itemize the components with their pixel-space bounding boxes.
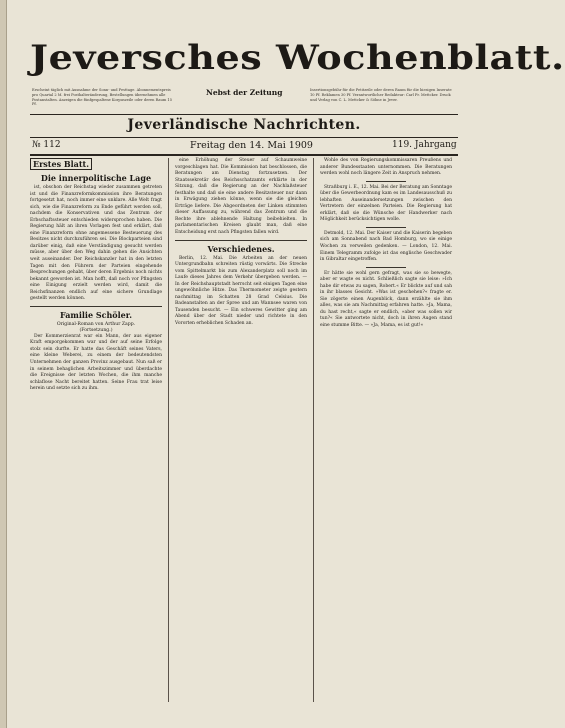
news-body: Berlin, 12. Mai. Die Arbeiten an der neuen Untergrundbahn schreiten rüstig vorwärts. Die Strecke vom Spittelmarkt bis zum Alexanderplatz soll noch im Laufe dieses Jahres dem Verkehr übergeben werden. — In der Reichshauptstadt herrscht seit einigen Tagen eine ungewöhnliche Hitze. Das Thermometer zeigte gestern nachmittag im Schatten 28 Grad Celsius. Die Badeanstalten an der Spree und am Wannsee waren von Tausenden besucht. — Ein schweres Gewitter ging am Abend über der Stadt nieder und richtete in den Vororten erheblichen Schaden an. [175, 255, 307, 327]
article-body: ist, obschon der Reichstag wieder zusammen getreten ist und die Finanzreformkommission ihre Beratungen fortgesetzt hat, noch immer eine unklare. Alle Welt fragt sich, wie die Finanzreform zu Ende geführt werden soll, nachdem die Konservativen und das Zentrum der Erbschaftssteuer entschieden widersprochen haben. Die Regierung hält an ihren Vorlagen fest und erklärt, daß eine Finanzreform ohne angemessene Besteuerung des Besitzes nicht durchzuführen sei. Die Blockparteien sind darüber einig, daß eine Verständigung gesucht werden müsse, aber über den Weg dahin gehen die Ansichten weit auseinander. Der Reichskanzler hat in den letzten Tagen mit den Führern der Parteien eingehende Besprechungen gehabt, über deren Ergebnis noch nichts bekannt geworden ist. Man hofft, daß noch vor Pfingsten eine Einigung erzielt werden wird, damit die Reichsfinanzen endlich auf eine sichere Grundlage gestellt werden können. [30, 185, 162, 302]
serial-title: Familie Schöler. [59, 309, 133, 320]
supplement-note: Nebst der Zeitung [206, 88, 283, 97]
rule-middle [30, 137, 458, 138]
column-3 [320, 158, 452, 702]
column-1 [30, 158, 162, 702]
column-2 [175, 158, 307, 702]
section-label: Erstes Blatt. [30, 158, 92, 170]
news-title: Verschiedenes. [207, 243, 275, 254]
masthead-title: Jeversches Wochenblatt. [30, 38, 565, 78]
article-body: Wohle des von Regierungskommissaren Preußens und anderer Bundesstaaten unternommen. Die Beratungen werden wohl noch längere Zeit in Anspruch nehmen. [320, 158, 452, 177]
column-divider [168, 158, 169, 702]
rule-bottom [30, 154, 458, 156]
article-body: Straßburg i. E., 12. Mai. Bei der Beratung am Sonntage über die Gewerbeordnung kam es im Landesausschuß zu lebhaften Auseinandersetzungen zwischen den Vertretern der einzelnen Parteien. Die Regierung hat erklärt, daß sie die Wünsche der Handwerker nach Möglichkeit berücksichtigen wolle. [320, 184, 452, 223]
serial-continuation: (Fortsetzung.) [79, 327, 113, 333]
article-body: Er hätte sie wohl gern gefragt, was sie so bewegte, aber er wagte es nicht. Schließlich sagte sie leise: »Ich habe dir etwas zu sagen, Robert.« Er blickte auf und sah in ihr blasses Gesicht. »Was ist geschehen?« fragte er. Sie zögerte einen Augenblick, dann erzählte sie ihm alles, was sie am Nachmittag erfahren hatte. »Ja, Mama, du hast recht,« sagte er endlich, »aber was sollen wir tun?« Sie antwortete nicht, doch in ihren Augen stand eine stumme Bitte. — »Ja, Mama, es ist gut!« [320, 270, 452, 329]
article-body: eine Erhöhung der Steuer auf Schaumweine vorgeschlagen hat. Die Kommission hat beschlossen, die Beratungen am Dienstag fortzusetzen. Der Staatssekretär des Reichsschatzamts erklärte in der Sitzung, daß die Regierung an der Nachlaßsteuer festhalte und daß sie eine andere Besitzsteuer nur dann in Erwägung ziehen könne, wenn sie die gleichen Erträge liefere. Die Abgeordneten der Linken stimmten dieser Auffassung zu, während das Zentrum und die Rechte ihre ablehnende Haltung beibehielten. In parlamentarischen Kreisen glaubt man, daß eine Entscheidung erst nach Pfingsten fallen wird. [175, 158, 307, 236]
rule-top [30, 114, 458, 115]
separator-rule [366, 181, 406, 182]
subscription-notice: Erscheint täglich mit Ausnahme der Sonn- und Festtage. Abonnementspreis pro Quartal 2 M. frei Posthalteränderung, Bestellungen übernehmen alle Postanstalten. Anzeigen die fünfgespaltene Korpuszeile oder deren Raum 15 Pf. [32, 88, 172, 107]
separator-rule [366, 227, 406, 228]
column-divider [313, 158, 314, 702]
page-edge [0, 0, 7, 728]
section-rule [30, 306, 162, 307]
article-body: Detmold, 12. Mai. Der Kaiser und die Kaiserin begeben sich am Sonnabend nach Bad Homburg, wo sie einige Wochen zu verweilen gedenken. — London, 12. Mai. Einem Telegramm zufolge ist das englische Geschwader in Gibraltar eingetroffen. [320, 230, 452, 263]
volume-year: 119. Jahrgang [392, 140, 457, 150]
separator-rule [366, 267, 406, 268]
masthead-subtitle: Jeverländische Nachrichten. [127, 117, 361, 133]
serial-subtitle: Original-Roman von Arthur Zapp. [56, 321, 136, 327]
issue-date: Freitag den 14. Mai 1909 [190, 140, 313, 151]
article-title: Die innerpolitische Lage [40, 173, 152, 183]
serial-body: Der Kommerzienrat war ein Mann, der aus eigener Kraft emporgekommen war und der auf seine Erfolge stolz sein durfte. Er hatte das Geschäft seines Vaters, eine kleine Weberei, zu einem der bedeutendsten Unternehmen der ganzen Provinz ausgebaut. Nun saß er in seinem behaglichen Arbeitszimmer und überdachte die Ereignisse der letzten Wochen, die ihm manche schlaflose Nacht bereitet hatten. Seine Frau trat leise herein und setzte sich zu ihm. [30, 333, 162, 392]
insertion-notice: Insertionsgebühr für die Petitzeile oder deren Raum für die hiesigen Inserate 10 Pf. Reklamen 30 Pf. Verantwortlicher Redakteur: Carl Fr. Mettcker. Druck und Verlag von C. L. Mettcker & Söhne in Jever. [310, 88, 452, 102]
section-rule [175, 240, 307, 241]
issue-number: № 112 [32, 140, 61, 150]
